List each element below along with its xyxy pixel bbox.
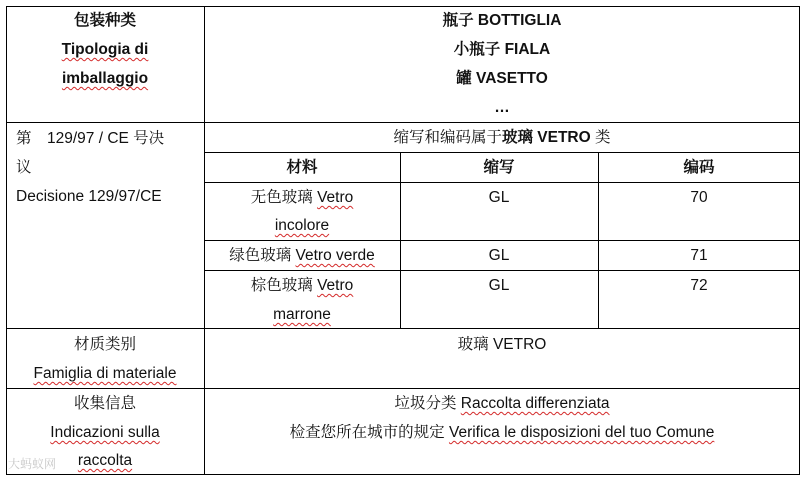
decision-label-zh-2: 议 — [16, 159, 32, 176]
packaging-type-label-it-1: Tipologia di — [61, 41, 149, 58]
collection-info-line-1: 垃圾分类 Raccolta differenziata — [394, 395, 610, 412]
collection-info-line-2: 检查您所在城市的规定 Verifica le disposizioni del tuo Comune — [289, 424, 715, 441]
code-cell: 71 — [690, 247, 708, 264]
collection-info-label-zh: 收集信息 — [73, 395, 136, 412]
watermark: 大蚂蚁网 — [8, 457, 57, 471]
packaging-type-label-zh: 包装种类 — [73, 12, 136, 29]
packaging-type-bottle: 瓶子 BOTTIGLIA — [442, 12, 562, 29]
decision-label-it: Decisione 129/97/CE — [16, 188, 162, 205]
material-colorless-glass-cont: incolore — [274, 217, 330, 234]
collection-info-label-it-2: raccolta — [77, 452, 133, 469]
row-divider-2 — [6, 328, 800, 329]
material-green-glass: 绿色玻璃 Vetro verde — [229, 247, 375, 264]
column-header-material: 材料 — [286, 159, 318, 176]
decision-label-zh-1: 第 129/97 / CE 号决 — [16, 130, 165, 147]
material-brown-glass: 棕色玻璃 Vetro — [250, 277, 354, 294]
packaging-type-jar: 罐 VASETTO — [456, 70, 548, 87]
material-colorless-glass: 无色玻璃 Vetro — [250, 189, 354, 206]
packaging-type-vial: 小瓶子 FIALA — [453, 41, 551, 58]
collection-info-label-it-1: Indicazioni sulla — [50, 424, 160, 441]
material-family-value: 玻璃 VETRO — [457, 336, 547, 353]
code-cell: 72 — [690, 277, 708, 294]
abbreviation-cell: GL — [488, 277, 510, 294]
code-cell: 70 — [690, 189, 708, 206]
column-header-code: 编码 — [683, 159, 715, 176]
column-header-abbreviation: 缩写 — [483, 159, 515, 176]
packaging-type-label-it-2: imballaggio — [61, 70, 149, 87]
abbreviation-cell: GL — [488, 189, 510, 206]
packaging-type-ellipsis: … — [494, 99, 510, 116]
material-family-label-it: Famiglia di materiale — [33, 365, 177, 382]
abbreviation-code-header: 缩写和编码属于玻璃 VETRO 类 — [393, 129, 611, 146]
material-brown-glass-cont: marrone — [273, 306, 331, 323]
material-family-label-zh: 材质类别 — [73, 336, 136, 353]
abbreviation-cell: GL — [488, 247, 510, 264]
